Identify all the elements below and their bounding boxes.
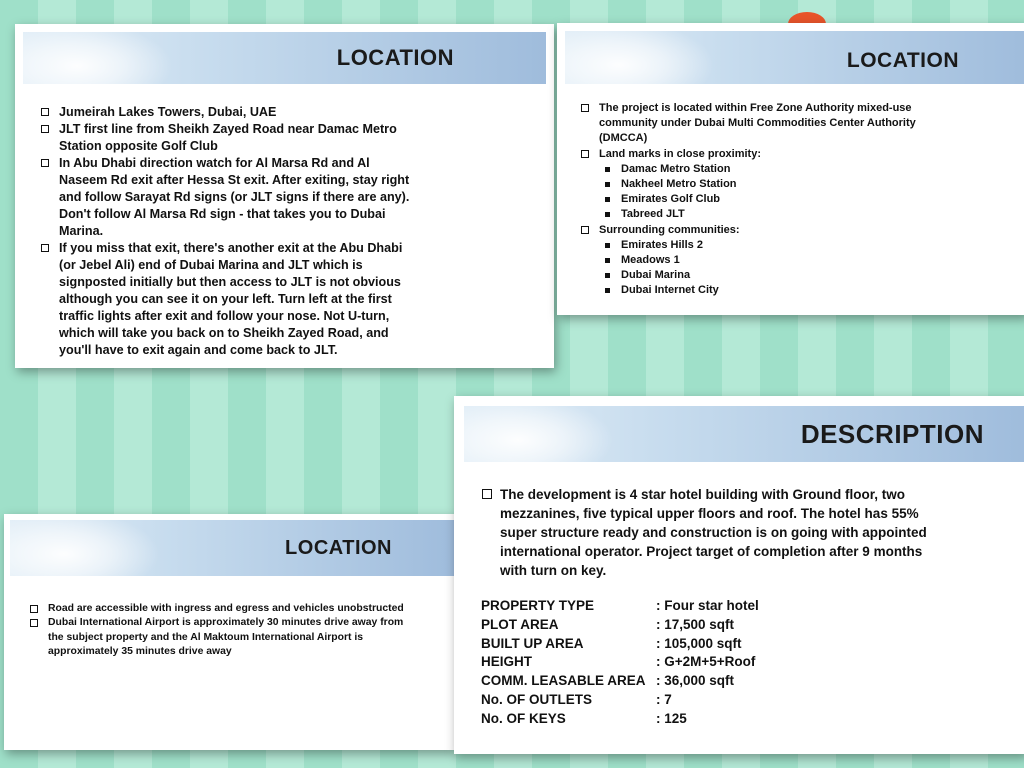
slide-banner bbox=[464, 406, 1024, 462]
table-row bbox=[481, 672, 759, 691]
property-label: HEIGHT bbox=[481, 654, 533, 670]
slide-banner bbox=[10, 520, 454, 576]
checkbox-bullet-icon bbox=[482, 489, 492, 499]
table-row bbox=[481, 691, 759, 710]
property-table bbox=[481, 597, 759, 729]
slide-location-3 bbox=[4, 514, 454, 750]
property-value: : 105,000 sqft bbox=[656, 635, 742, 651]
list-item: Nakheel Metro Station bbox=[599, 177, 921, 192]
list-item: JLT first line from Sheikh Zayed Road near Damac Metro Station opposite Golf Club bbox=[41, 121, 413, 155]
description-text: The development is 4 star hotel building with Ground floor, two mezzanines, five typical upper floors and roof. The hotel has 55% super structure ready and construction is on going with appointed international operator. Project target of completion after 9 months with turn on key. bbox=[500, 487, 927, 578]
list-item: Road are accessible with ingress and egress and vehicles unobstructed bbox=[30, 602, 406, 616]
location-details bbox=[581, 101, 921, 299]
slide-banner bbox=[23, 32, 546, 84]
slide-location-1 bbox=[15, 24, 554, 368]
table-row bbox=[481, 616, 759, 635]
list-item: In Abu Dhabi direction watch for Al Marsa Rd and Al Naseem Rd exit after Hessa St exit. After exiting, stay right and follow Sarayat Rd signs (or JLT signs if there are any). Don't follow Al Marsa Rd sign - that takes you to Dubai Marina. bbox=[41, 155, 413, 240]
slide-title: DESCRIPTION bbox=[800, 418, 984, 449]
communities-list bbox=[599, 238, 921, 299]
checkbox-bullet-icon bbox=[30, 605, 38, 613]
property-value: : 7 bbox=[656, 691, 672, 707]
property-label: BUILT UP AREA bbox=[481, 635, 584, 651]
list-item: The project is located within Free Zone Authority mixed-use community under Dubai Multi Commodities Center Authority (DMCCA) bbox=[581, 101, 921, 147]
description-list bbox=[482, 485, 952, 580]
list-item: Damac Metro Station bbox=[599, 162, 921, 177]
list-item: Dubai International Airport is approximately 30 minutes drive away from the subject property and the Al Maktoum International Airport is approximately 35 minutes drive away bbox=[30, 616, 406, 659]
checkbox-bullet-icon bbox=[581, 226, 589, 234]
landmarks-list bbox=[599, 162, 921, 223]
slide-banner bbox=[565, 31, 1024, 84]
list-item: Surrounding communities: Emirates Hills 2 Meadows 1 Dubai Marina Dubai Internet City bbox=[581, 223, 921, 299]
property-label: COMM. LEASABLE AREA bbox=[481, 673, 646, 689]
list-item: Tabreed JLT bbox=[599, 207, 921, 222]
location-list bbox=[30, 602, 406, 660]
property-label: PROPERTY TYPE bbox=[481, 598, 595, 613]
property-value: : Four star hotel bbox=[656, 598, 759, 613]
property-label: No. OF OUTLETS bbox=[481, 691, 592, 707]
location-list bbox=[41, 104, 413, 359]
property-label: No. OF KEYS bbox=[481, 710, 566, 726]
list-item: If you miss that exit, there's another exit at the Abu Dhabi (or Jebel Ali) end of Dubai Marina and JLT which is signposted initially but then access to JLT is not obvious although you can see it on your left. Turn left at the first traffic lights after exit and follow your nose. Not U-turn, which will take you back on to Sheikh Zayed Road, and you'll have to exit again and come back to JLT. bbox=[41, 240, 413, 359]
slide-title: LOCATION bbox=[285, 536, 392, 559]
list-item: Meadows 1 bbox=[599, 253, 921, 268]
list-item: Dubai Internet City bbox=[599, 283, 921, 298]
checkbox-bullet-icon bbox=[41, 244, 49, 252]
slide-title: LOCATION bbox=[336, 45, 454, 70]
property-value: : 36,000 sqft bbox=[656, 673, 735, 689]
property-value: : 125 bbox=[656, 710, 687, 726]
checkbox-bullet-icon bbox=[41, 159, 49, 167]
checkbox-bullet-icon bbox=[581, 104, 589, 112]
list-item bbox=[482, 485, 952, 580]
slide-title: LOCATION bbox=[846, 48, 959, 72]
list-item: Jumeirah Lakes Towers, Dubai, UAE bbox=[41, 104, 413, 121]
table-row bbox=[481, 597, 759, 616]
checkbox-bullet-icon bbox=[41, 125, 49, 133]
property-value: : G+2M+5+Roof bbox=[656, 654, 756, 670]
list-item: Emirates Golf Club bbox=[599, 192, 921, 207]
table-row bbox=[481, 710, 759, 729]
list-item: Dubai Marina bbox=[599, 268, 921, 283]
property-value: : 17,500 sqft bbox=[656, 616, 735, 632]
table-row bbox=[481, 653, 759, 672]
checkbox-bullet-icon bbox=[581, 150, 589, 158]
checkbox-bullet-icon bbox=[41, 108, 49, 116]
slide-location-2 bbox=[557, 23, 1024, 315]
slide-description bbox=[454, 396, 1024, 754]
checkbox-bullet-icon bbox=[30, 619, 38, 627]
list-item: Land marks in close proximity: Damac Metro Station Nakheel Metro Station Emirates Golf Club Tabreed JLT bbox=[581, 147, 921, 223]
table-row bbox=[481, 635, 759, 654]
list-item: Emirates Hills 2 bbox=[599, 238, 921, 253]
property-label: PLOT AREA bbox=[481, 616, 559, 632]
